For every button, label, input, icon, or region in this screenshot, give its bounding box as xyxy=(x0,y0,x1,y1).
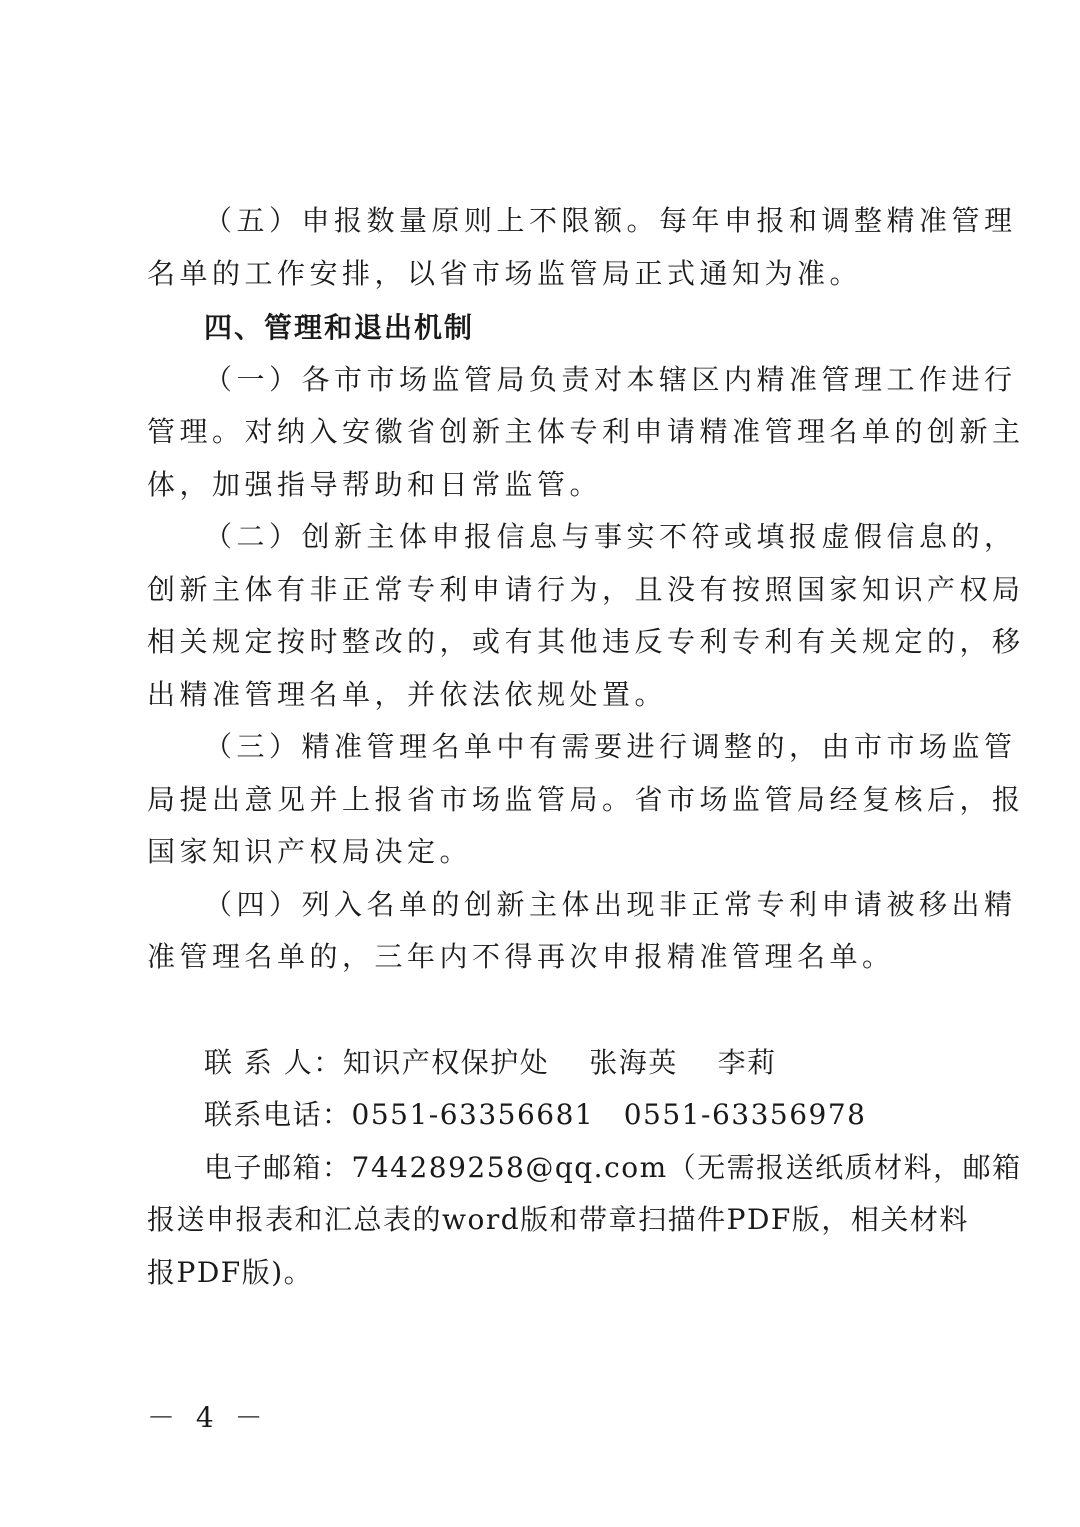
contact-email-line-2: 报送申报表和汇总表的word版和带章扫描件PDF版，相关材料 xyxy=(147,1203,969,1236)
section-4-paragraph-2-line-4: 出精准管理名单，并依法依规处置。 xyxy=(147,678,668,711)
page-number: － 4 － xyxy=(147,1401,269,1434)
section-4-paragraph-1-line-3: 体，加强指导帮助和日常监管。 xyxy=(147,468,603,501)
section-4-heading: 四、管理和退出机制 xyxy=(204,311,475,344)
section-4-paragraph-1-line-1: （一）各市市场监管局负责对本辖区内精准管理工作进行 xyxy=(204,363,1017,396)
section-4-paragraph-2-line-3: 相关规定按时整改的，或有其他违反专利专利有关规定的，移 xyxy=(147,625,1025,658)
section-4-paragraph-3-line-1: （三）精准管理名单中有需要进行调整的，由市市场监管 xyxy=(204,730,1017,763)
section-4-paragraph-3-line-2: 局提出意见并上报省市场监管局。省市场监管局经复核后，报 xyxy=(147,783,1025,816)
contact-email-line-1: 电子邮箱：744289258@qq.com（无需报送纸质材料，邮箱 xyxy=(204,1151,1022,1184)
section-4-paragraph-4-line-2: 准管理名单的，三年内不得再次申报精准管理名单。 xyxy=(147,940,895,973)
section-4-paragraph-1-line-2: 管理。对纳入安徽省创新主体专利申请精准管理名单的创新主 xyxy=(147,415,1025,448)
contact-phone-line: 联系电话：0551-63356681 0551-63356978 xyxy=(204,1098,867,1131)
contact-email-line-3: 报PDF版)。 xyxy=(147,1256,314,1289)
section-4-paragraph-3-line-3: 国家知识产权局决定。 xyxy=(147,835,473,868)
paragraph-5-line-2: 名单的工作安排，以省市场监管局正式通知为准。 xyxy=(147,257,863,290)
section-4-paragraph-4-line-1: （四）列入名单的创新主体出现非正常专利申请被移出精 xyxy=(204,888,1017,921)
section-4-paragraph-2-line-2: 创新主体有非正常专利申请行为，且没有按照国家知识产权局 xyxy=(147,573,1025,606)
paragraph-5-line-1: （五）申报数量原则上不限额。每年申报和调整精准管理 xyxy=(204,204,1017,237)
contact-person-line: 联 系 人：知识产权保护处 张海英 李莉 xyxy=(204,1046,777,1079)
section-4-paragraph-2-line-1: （二）创新主体申报信息与事实不符或填报虚假信息的， xyxy=(204,520,1017,553)
